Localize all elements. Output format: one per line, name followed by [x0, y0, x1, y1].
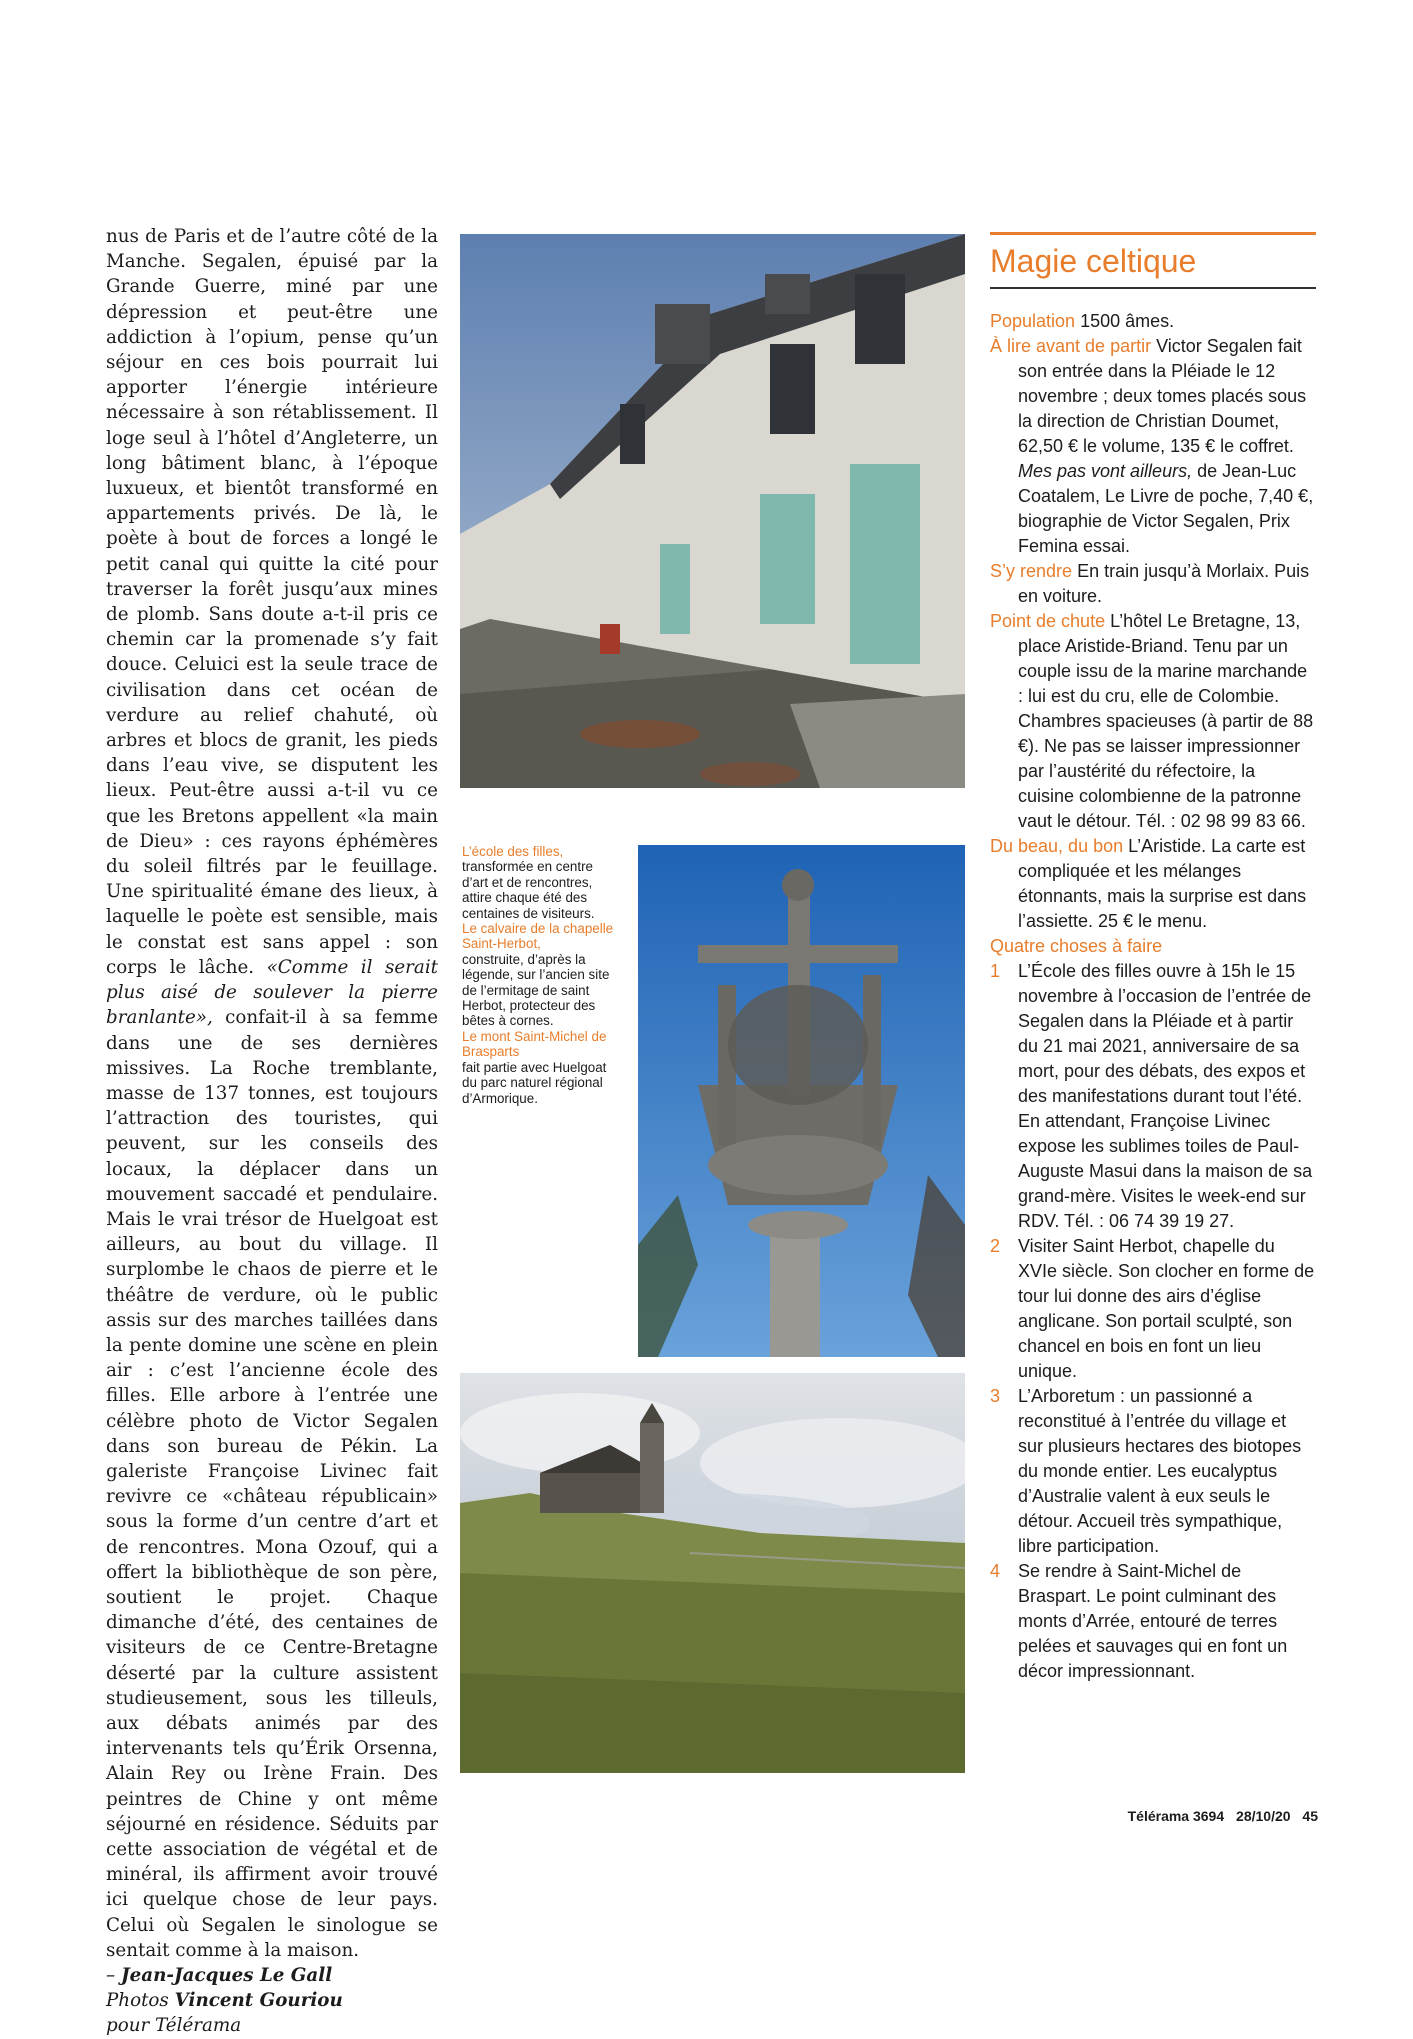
article-body-column	[106, 224, 438, 2039]
book-title: Mes pas vont ailleurs,	[1018, 461, 1193, 481]
photo-captions	[462, 844, 622, 1106]
calvary-photo	[638, 845, 965, 1357]
sidebar-title: Magie celtique	[990, 243, 1197, 279]
photographer-name: Vincent Gouriou	[174, 1990, 343, 2012]
info-sidebar	[990, 232, 1316, 1684]
sidebar-top-rule	[990, 232, 1316, 235]
sidebar-title-rule	[990, 287, 1316, 289]
author-name: Jean-Jacques Le Gall	[120, 1965, 333, 1987]
mont-saint-michel-photo	[460, 1373, 965, 1773]
sidebar-row-hotel: Point de chute L’hôtel Le Bretagne, 13, place Aristide-Briand. Tenu par un couple issu de la marine marchande : lui est du cru, elle de Colombie. Chambres spacieuses (à partir de 88 €). Ne pas se laisser impressionner par l’austérité du réfectoire, la cuisine colombienne de la patronne vaut le détour. Tél. : 02 98 99 83 66.	[990, 611, 1314, 831]
sidebar-row-population: Population 1500 âmes.	[990, 311, 1175, 331]
things-to-do-item: 2 Visiter Saint Herbot, chapelle du XVIe siècle. Son clocher en forme de tour lui donne des airs d’église anglicane. Son portail sculpté, son chancel en bois en font un lieu unique.	[990, 1236, 1315, 1381]
sidebar-row-restaurant: Du beau, du bon L’Aristide. La carte est compliquée et les mélanges étonnants, mais la surprise est dans l’assiette. 25 € le menu.	[990, 836, 1307, 931]
things-to-do-heading: Quatre choses à faire	[990, 936, 1163, 956]
magazine-issue: Télérama 3694	[1127, 1808, 1225, 1824]
sidebar-row-getting-there: S’y rendre En train jusqu’à Morlaix. Puis en voiture.	[990, 561, 1310, 606]
article-text: nus de Paris et de l’autre côté de la Manche. Segalen, épuisé par la Grande Guerre, miné par une dépression et peut-être une addiction à l’opium, pense qu’un séjour en ces bois pourrait lui apporter l’énergie intérieure nécessaire à son rétablissement. Il loge seul à l’hôtel d’Angleterre, un long bâtiment blanc, à l’époque luxueux, et bientôt transformé en appartements privés. De là, le poète à bout de forces a longé le petit canal qui quitte la cité pour traverser la forêt jusqu’aux mines de plomb. Sans doute a-t-il pris ce chemin car la promenade s’y fait douce. Celuici est la seule trace de civilisation dans cet océan de verdure au relief chahuté, où arbres et blocs de granit, les pieds dans l’eau vive, se disputent les lieux. Peut-être aussi a-t-il vu ce que les Bretons appellent «la main de Dieu» : ces rayons éphémères du soleil filtrés par le feuillage. Une spiritualité émane des lieux, à laquelle le poète est sensible, mais le constat est sans appel : son corps le lâche. «Comme il serait plus aisé de soulever la pierre branlante», confait-il à sa femme dans une de ses dernières missives. La Roche tremblante, masse de 137 tonnes, est toujours l’attraction des touristes, qui peuvent, sur les conseils des locaux, la déplacer dans un mouvement saccadé et pendulaire. Mais le vrai trésor de Huelgoat est ailleurs, au bout du village. Il surplombe le chaos de pierre et le théâtre de verdure, où le public assis sur des marches taillées dans la pente domine une scène en plein air : c’est l’ancienne école des filles. Elle arbore à l’entrée une célèbre photo de Victor Segalen dans son bureau de Pékin. La galeriste Françoise Livinec fait revivre ce «château républicain» sous la forme d’un centre d’art et de rencontres. Mona Ozouf, qui a offert la bibliothèque de son père, soutient le projet. Chaque dimanche d’été, des centaines de visiteurs de ce Centre-Bretagne déserté par la culture assistent studieusement, sous les tilleuls, aux débats animés par des intervenants tels qu’Érik Orsenna, Alain Rey ou Irène Frain. Des peintres de Chine y ont même séjourné en résidence. Séduits par cette association de végétal et de minéral, ils affirment avoir trouvé ici quelque chose de leur pays. Celui où Segalen le sinologue se sentait comme à la maison.	[106, 226, 439, 1961]
sidebar-row-reading: À lire avant de partir Victor Segalen fait son entrée dans la Pléiade le 12 novembre ; deux tomes placés sous la direction de Christian Doumet, 62,50 € le volume, 135 € le coffret.	[990, 336, 1307, 456]
caption-mont-saint-michel: Le mont Saint-Michel de Brasparts fait partie avec Huelgoat du parc naturel régional d’Armorique.	[462, 1028, 607, 1106]
issue-date: 28/10/20	[1236, 1808, 1291, 1824]
caption-school: L’école des filles, transformée en centre d’art et de rencontres, attire chaque été des centaines de visiteurs.	[462, 844, 595, 921]
author-credit: – Jean-Jacques Le Gall	[106, 1965, 333, 1987]
page-footer	[1120, 1808, 1318, 1824]
things-to-do-item: 3 L’Arboretum : un passionné a reconstitué à l’entrée du village et sur plusieurs hectares des biotopes du monde entier. Les eucalyptus d’Australie valent à eux seuls le détour. Accueil très sympathique, libre participation.	[990, 1386, 1302, 1556]
photo-credit: Photos Vincent Gouriou	[106, 1990, 343, 2012]
sidebar-row-book: Mes pas vont ailleurs, de Jean-Luc Coatalem, Le Livre de poche, 7,40 €, biographie de Victor Segalen, Prix Femina essai.	[1018, 461, 1314, 556]
things-to-do-item: 4 Se rendre à Saint-Michel de Braspart. Le point culminant des monts d’Arrée, entouré de terres pelées et sauvages qui en font un décor impressionnant.	[990, 1561, 1288, 1681]
publication-credit: pour Télérama	[106, 2015, 242, 2037]
caption-calvary: Le calvaire de la chapelle Saint-Herbot, construite, d’après la légende, sur l’ancien site de l’ermitage de saint Herbot, protecteur des bêtes à cornes.	[462, 921, 614, 1029]
school-building-photo	[460, 234, 965, 788]
article-quote: «Comme il serait plus aisé de soulever la pierre branlante»,	[106, 956, 439, 1029]
page-number: 45	[1302, 1808, 1318, 1824]
things-to-do-item: 1 L’École des filles ouvre à 15h le 15 novembre à l’occasion de l’entrée de Segalen dans la Pléiade et à partir du 21 mai 2021, anniversaire de sa mort, pour des débats, des expos et des manifestations durant tout l’été. En attendant, Françoise Livinec expose les sublimes toiles de Paul-Auguste Masui dans la maison de sa grand-mère. Visites le week-end sur RDV. Tél. : 06 74 39 19 27.	[990, 961, 1313, 1231]
